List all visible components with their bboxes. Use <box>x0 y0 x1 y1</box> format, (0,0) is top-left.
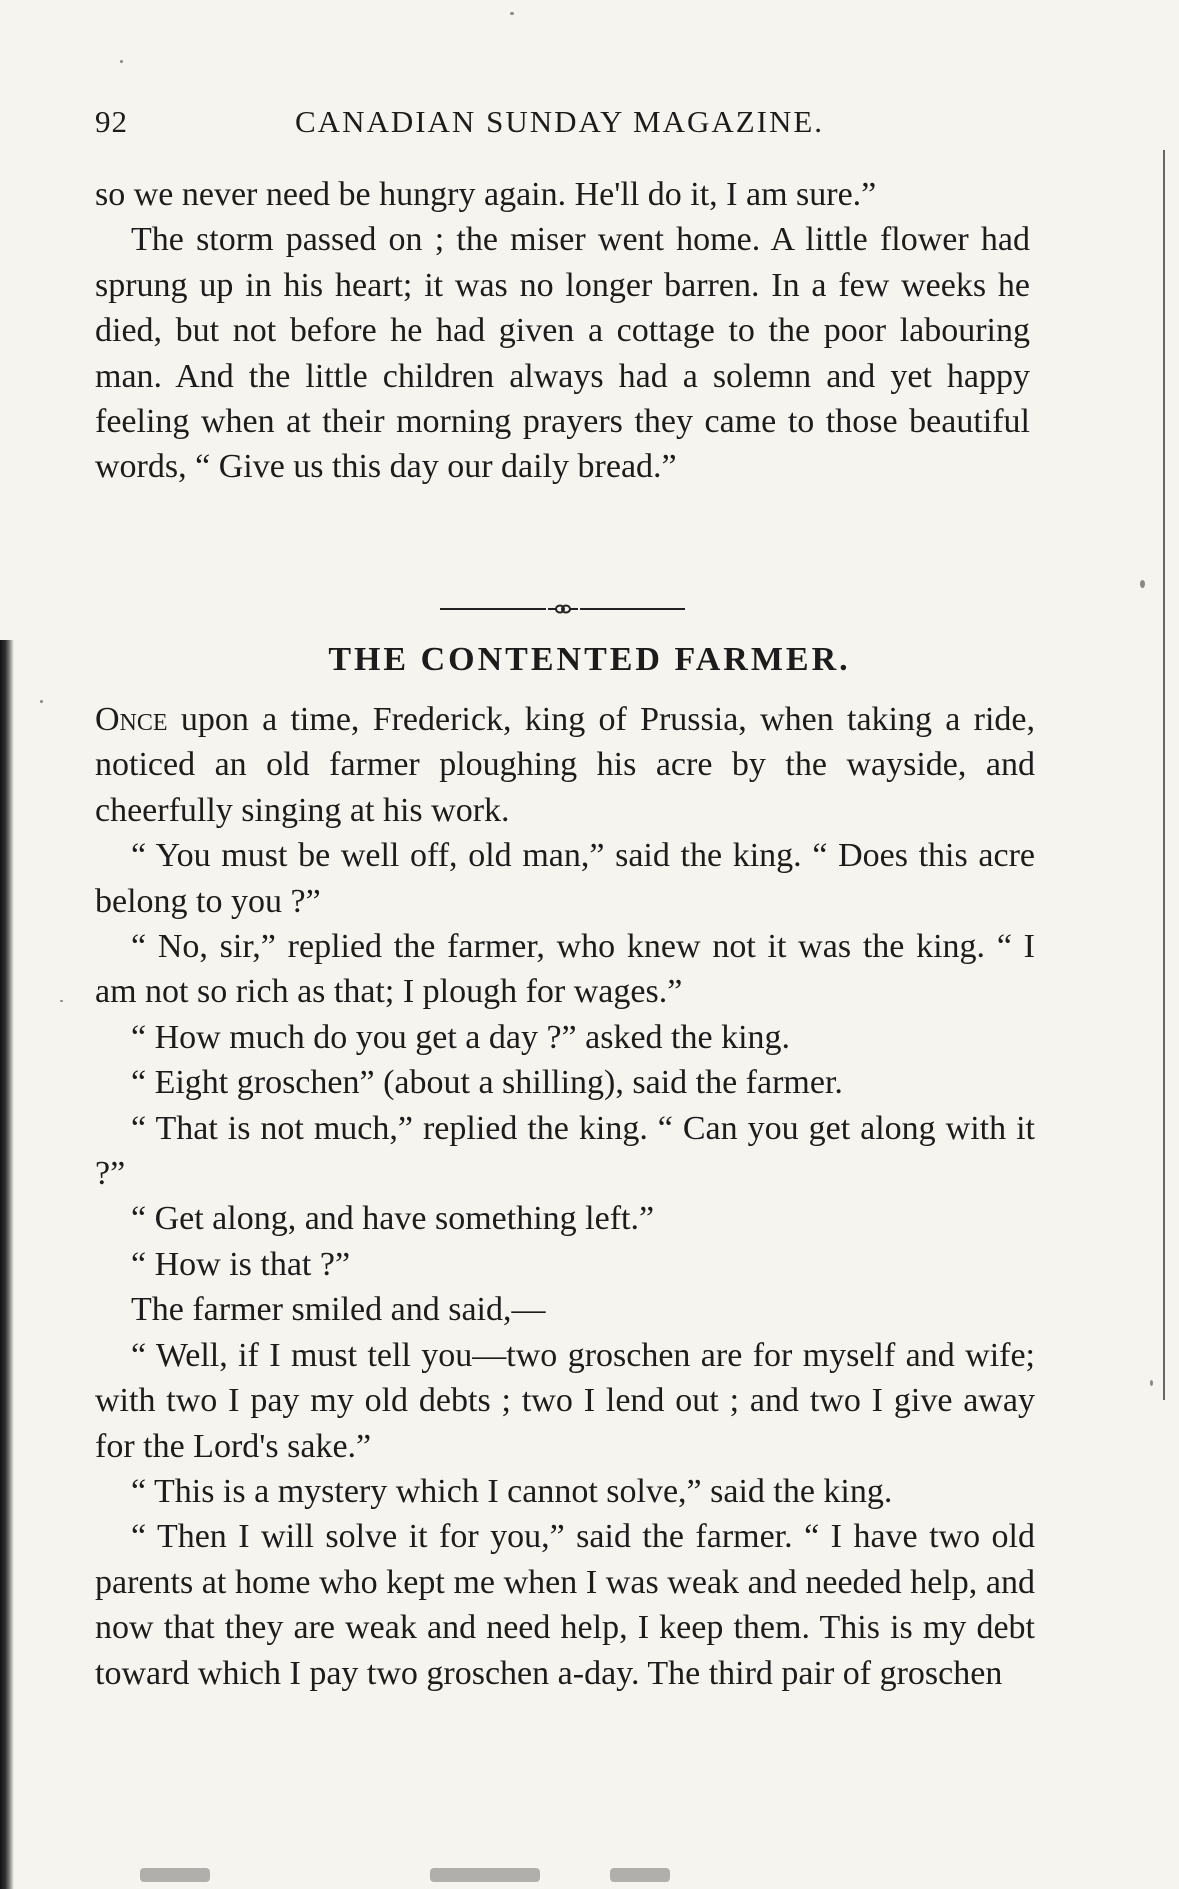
page-header <box>95 104 1030 144</box>
scan-speckle <box>1150 1380 1153 1386</box>
divider-ornament-icon <box>546 604 580 614</box>
paragraph: “ Well, if I must tell you—two groschen are for myself and wife; with two I pay my old debts ; two I lend out ; and two I give away for the Lord's sake.” <box>95 1336 1035 1465</box>
section-divider <box>440 604 685 614</box>
section-contented-farmer <box>95 697 1035 1696</box>
section-miser-ending <box>95 172 1030 490</box>
page-number: 92 <box>95 104 128 139</box>
paragraph: The farmer smiled and said,— <box>131 1291 546 1329</box>
paragraph: “ Eight groschen” (about a shilling), said the farmer. <box>131 1064 843 1102</box>
scan-speckle <box>60 1000 63 1002</box>
opening-text: upon a time, Frederick, king of Prussia, when taking a ride, noticed an old farmer ploughing his acre by the wayside, and cheerfully singing at his work. <box>95 701 1035 829</box>
bleed-through-smudge <box>610 1868 670 1882</box>
bleed-through-smudge <box>430 1868 540 1882</box>
paragraph: “ Then I will solve it for you,” said the farmer. “ I have two old parents at home who kept me when I was weak and needed help, and now that they are weak and need help, I keep them. This is my debt toward which I pay two groschen a-day. The third pair of groschen <box>95 1518 1035 1692</box>
running-head: CANADIAN SUNDAY MAGAZINE. <box>295 104 825 139</box>
scan-speckle <box>1140 580 1145 588</box>
scan-speckle <box>510 12 514 15</box>
paragraph: The storm passed on ; the miser went home. A little flower had sprung up in his heart; it was no longer barren. In a few weeks he died, but not before he had given a cottage to the poor labouring man. And the little children always had a solemn and yet happy feeling when at their morning prayers they came to those beautiful words, “ Give us this day our daily bread.” <box>95 221 1030 486</box>
paragraph: “ Get along, and have something left.” <box>131 1200 655 1238</box>
paragraph: “ No, sir,” replied the farmer, who knew not it was the king. “ I am not so rich as that; I plough for wages.” <box>95 928 1035 1011</box>
opening-paragraph <box>95 697 1035 833</box>
scan-speckle <box>40 700 43 703</box>
bleed-through-smudge <box>140 1868 210 1882</box>
paragraph: “ This is a mystery which I cannot solve,” said the king. <box>131 1472 893 1510</box>
paragraph: “ How much do you get a day ?” asked the king. <box>131 1018 791 1056</box>
section-title: THE CONTENTED FARMER. <box>328 641 851 678</box>
paragraph: so we never need be hungry again. He'll do it, I am sure.” <box>95 176 877 213</box>
scan-speckle <box>120 60 123 63</box>
paragraph: “ You must be well off, old man,” said the king. “ Does this acre belong to you ?” <box>95 837 1035 920</box>
paragraph: “ That is not much,” replied the king. “ Can you get along with it ?” <box>95 1109 1035 1193</box>
opening-word: Once <box>95 701 168 738</box>
scan-edge-left <box>0 640 14 1889</box>
scan-edge-right <box>1163 150 1165 1400</box>
paragraph: “ How is that ?” <box>131 1245 351 1283</box>
